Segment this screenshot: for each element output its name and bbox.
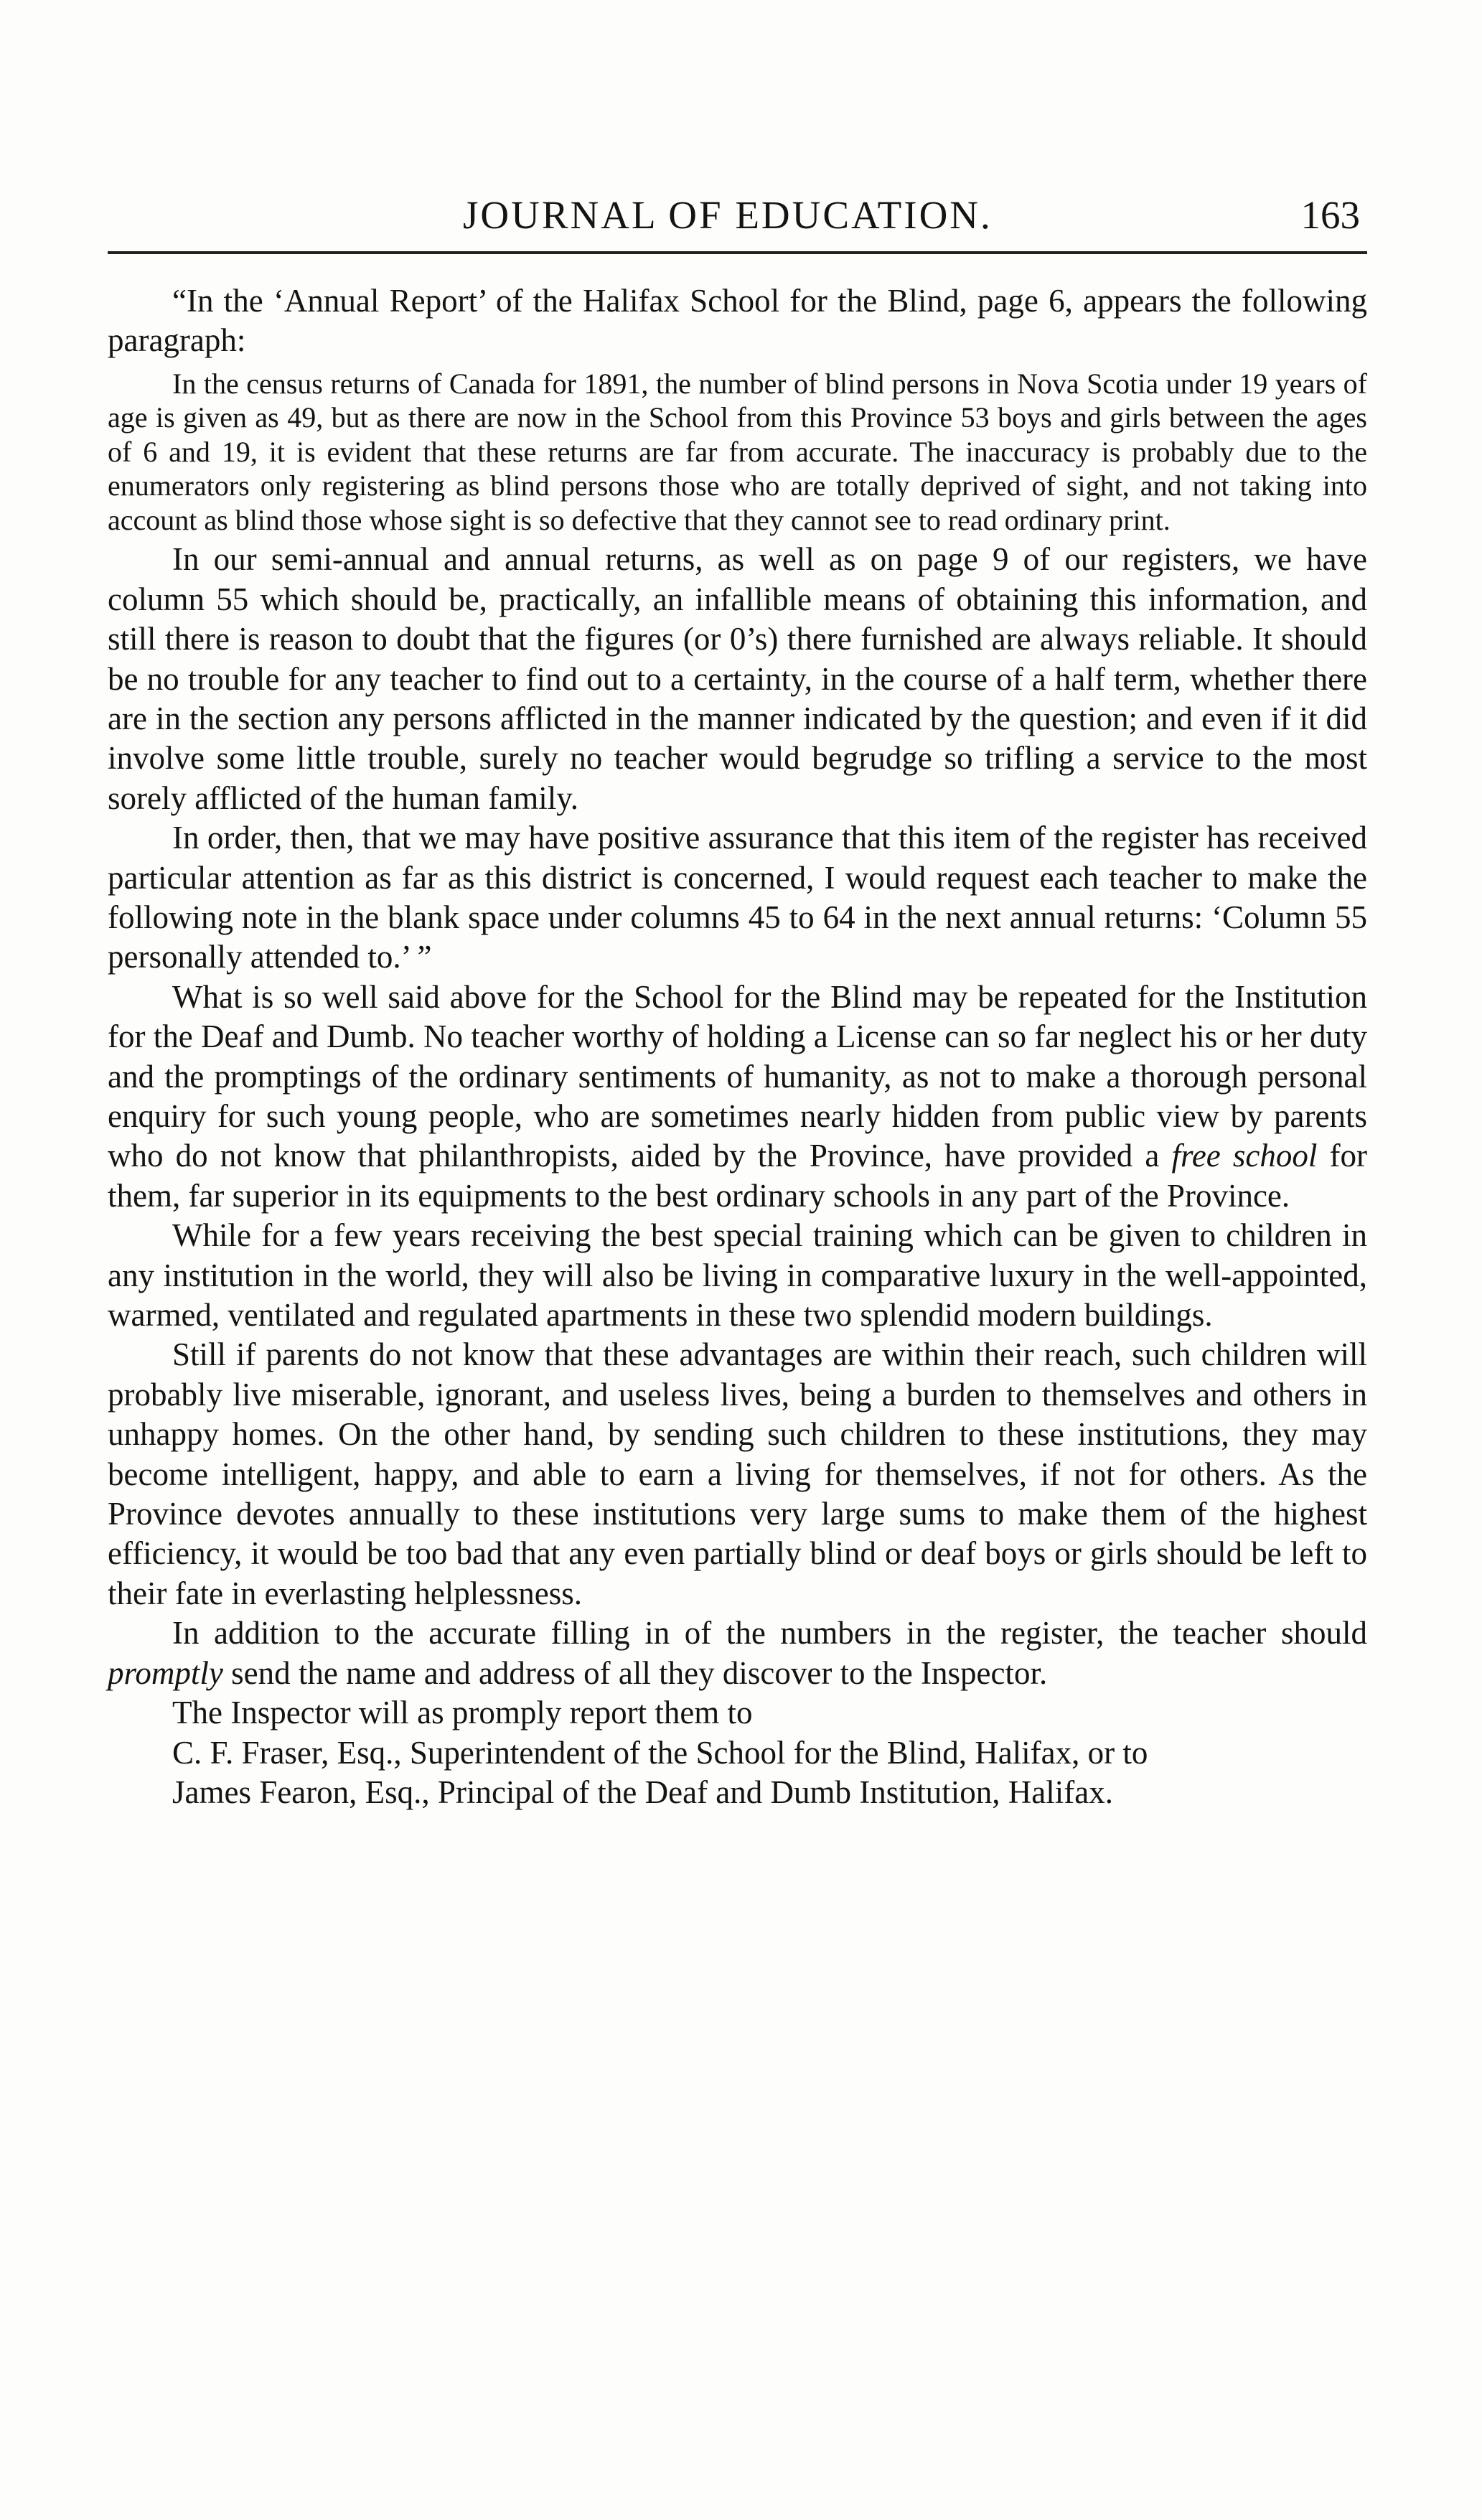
block-quote [108, 367, 1367, 538]
quoted-paragraph: In the census returns of Canada for 1891, the number of blind persons in Nova Scotia under 19 years of age is given as 49, but as there are now in the School from this Province 53 boys and girls between the ages of 6 and 19, it is evident that these returns are far from accurate. The inaccuracy is probably due to the enumerators only registering as blind persons those who are totally deprived of sight, and not taking into account as blind those whose sight is so defective that they cannot see to read ordinary print. [108, 367, 1367, 536]
paragraph-fearon: James Fearon, Esq., Principal of the Deaf and Dumb Institution, Halifax. [172, 1774, 1113, 1810]
paragraph-register [108, 1613, 1367, 1693]
page [108, 187, 1367, 1812]
paragraph-request: In order, then, that we may have positive assurance that this item of the register has received particular attention as far as this district is concerned, I would request each teacher to make the following note in the blank space under columns 45 to 64 in the next annual returns: ‘Column 55 personally attended to.’ ” [108, 820, 1367, 975]
article-body [108, 281, 1367, 1812]
paragraph-training: While for a few years receiving the best special training which can be given to children in any institution in the world, they will also be living in comparative luxury in the well-appointed, warmed, ventilated and regulated apartments in these two splendid modern buildings. [108, 1217, 1367, 1334]
page-number: 163 [1300, 193, 1360, 237]
paragraph-parents: Still if parents do not know that these advantages are within their reach, such children will probably live miserable, ignorant, and useless lives, being a burden to themselves and others in unhappy homes. On the other hand, by sending such children to these institutions, they may become intelligent, happy, and able to earn a living for themselves, if not for others. As the Province devotes annually to these institutions very large sums to make them of the highest efficiency, it would be too bad that any even partially blind or deaf boys or girls should be left to their fate in everlasting helplessness. [108, 1336, 1367, 1611]
paragraph-column-55: In our semi-annual and annual returns, as well as on page 9 of our registers, we have column 55 which should be, practically, an infallible means of obtaining this information, and still there is reason to doubt that the figures (or 0’s) there furnished are always reliable. It should be no trouble for any teacher to find out to a certainty, in the course of a half term, whether there are in the section any persons afflicted in the manner indicated by the question; and even if it did involve some little trouble, surely no teacher would begrudge so trifling a service to the most sorely afflicted of the human family. [108, 541, 1367, 816]
paragraph-register-text-b: send the name and address of all they discover to the Inspector. [222, 1654, 1048, 1691]
running-title: JOURNAL OF EDUCATION. [463, 193, 993, 237]
main-text [108, 540, 1367, 1812]
paragraph-fraser: C. F. Fraser, Esq., Superintendent of the School for the Blind, Halifax, or to [172, 1734, 1148, 1771]
paragraph-deaf-dumb-text-b: for them, far superior in its equipments to the best ordinary schools in any part of the Province. [108, 1138, 1367, 1214]
emphasis-promptly: promptly [108, 1654, 223, 1691]
running-header [108, 187, 1367, 254]
paragraph-register-text-a: In addition to the accurate filling in of the numbers in the register, the teacher should [172, 1615, 1367, 1652]
main-text-top [108, 281, 1367, 361]
emphasis-free-school: free school [1171, 1138, 1318, 1174]
paragraph-inspector: The Inspector will as promply report them to [172, 1695, 753, 1731]
paragraph-deaf-dumb-text-a: What is so well said above for the School for the Blind may be repeated for the Institution for the Deaf and Dumb. No teacher worthy of holding a License can so far neglect his or her duty and the promptings of the ordinary sentiments of humanity, as not to make a thorough personal enquiry for such young people, who are sometimes nearly hidden from public view by parents who do not know that philanthropists, aided by the Province, have provided a [108, 978, 1367, 1174]
paragraph-deaf-dumb [108, 978, 1367, 1216]
paragraph-intro: “In the ‘Annual Report’ of the Halifax School for the Blind, page 6, appears the following paragraph: [108, 283, 1367, 359]
